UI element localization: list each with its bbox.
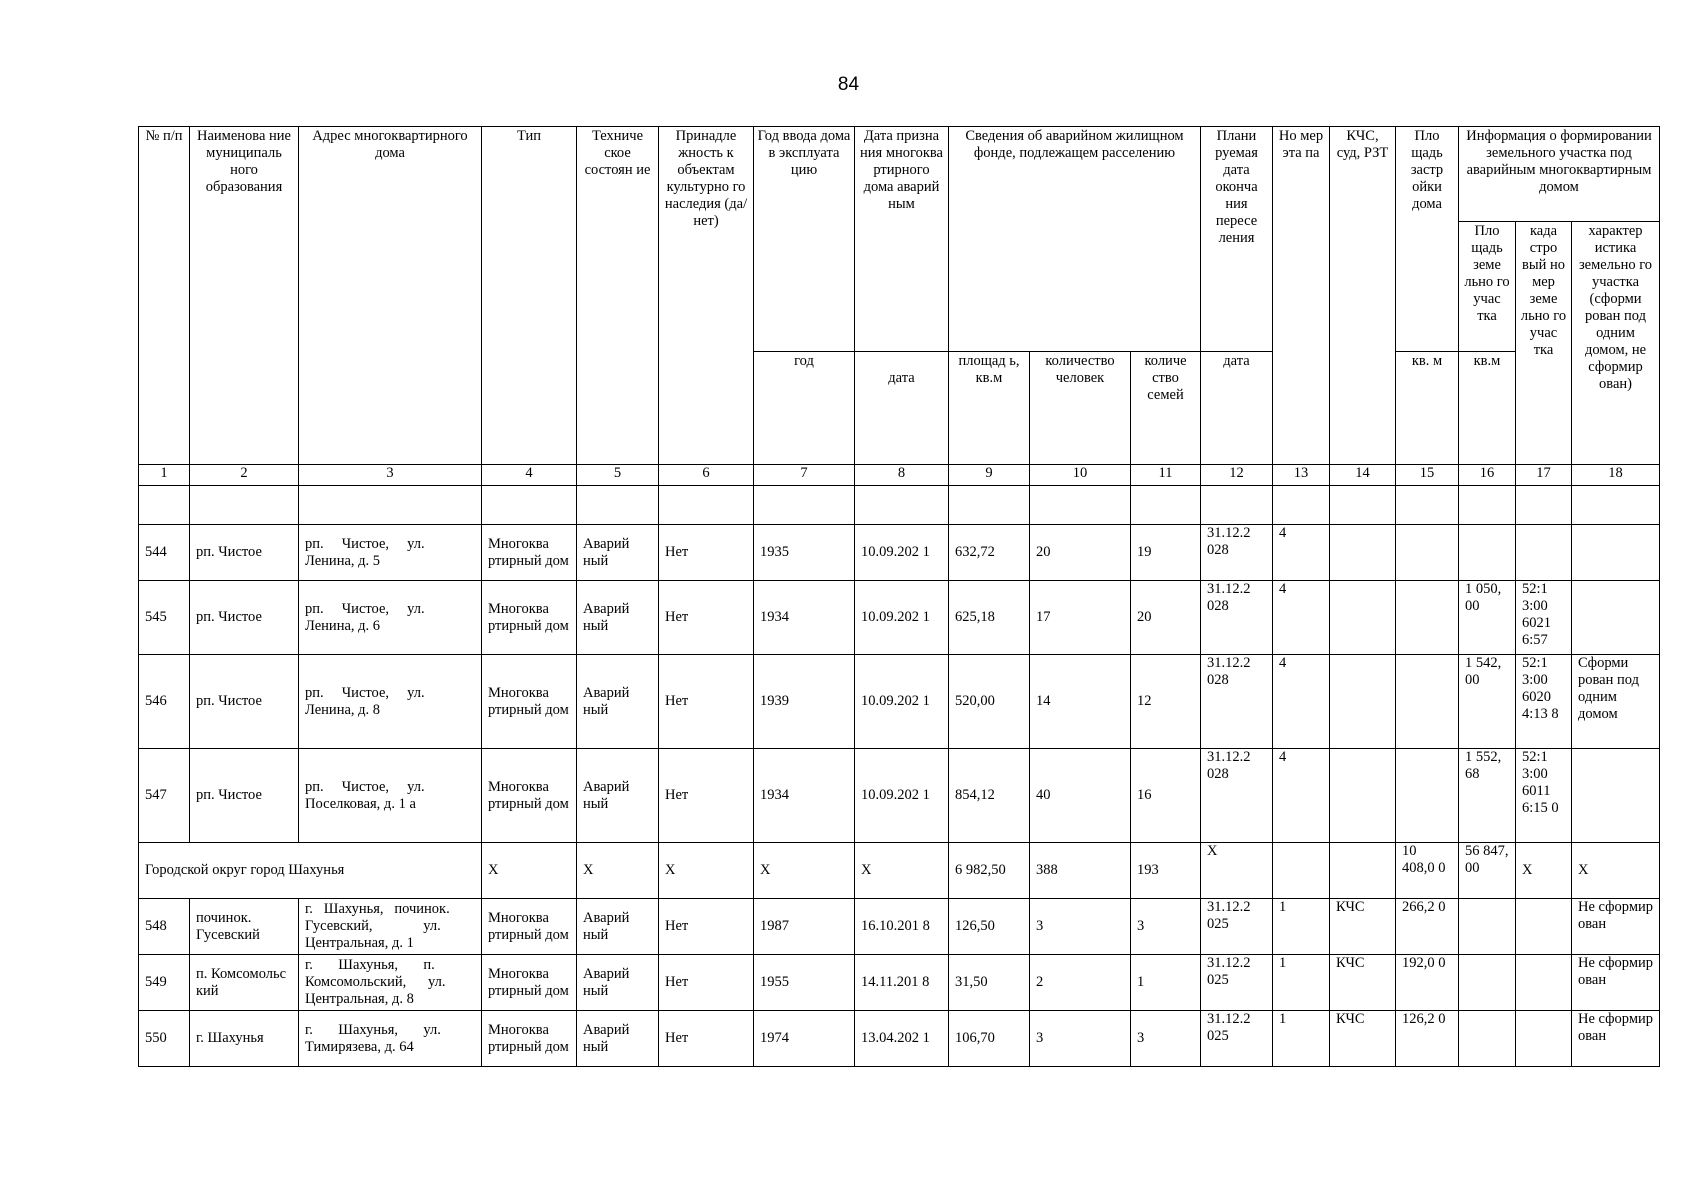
families-cell: 1 xyxy=(1131,955,1201,1011)
cadastral-cell: 52:1 3:00 6011 6:15 0 xyxy=(1516,749,1572,843)
year-cell: 1987 xyxy=(754,899,855,955)
land-area-cell xyxy=(1459,899,1516,955)
column-number: 18 xyxy=(1572,465,1660,486)
subtotal-heritage-cell: X xyxy=(659,843,754,899)
kchs-cell xyxy=(1330,525,1396,581)
address-cell xyxy=(299,899,482,955)
column-number: 4 xyxy=(482,465,577,486)
land-area-cell xyxy=(1459,1011,1516,1067)
cadastral-cell xyxy=(1516,1011,1572,1067)
spacer-row xyxy=(139,486,1660,525)
address-line: Поселковая, д. 1 а xyxy=(305,795,416,812)
column-number: 6 xyxy=(659,465,754,486)
families-cell: 20 xyxy=(1131,581,1201,655)
state-cell: Аварий ный xyxy=(577,1011,659,1067)
table-row xyxy=(139,655,1660,749)
address-line: рп. Чистое, ул. xyxy=(305,535,425,552)
year-cell: 1939 xyxy=(754,655,855,749)
header-heritage: Принадле жность к объектам культурно го наследия (да/нет) xyxy=(659,127,754,465)
subtotal-state-cell: X xyxy=(577,843,659,899)
subtotal-building-area-cell: 10 408,0 0 xyxy=(1396,843,1459,899)
column-number: 14 xyxy=(1330,465,1396,486)
families-cell: 3 xyxy=(1131,1011,1201,1067)
area-cell: 625,18 xyxy=(949,581,1030,655)
type-cell: Многоква ртирный дом xyxy=(482,525,577,581)
type-cell: Многоква ртирный дом xyxy=(482,581,577,655)
kchs-cell: КЧС xyxy=(1330,1011,1396,1067)
state-cell: Аварий ный xyxy=(577,655,659,749)
year-cell: 1974 xyxy=(754,1011,855,1067)
municipality-cell: рп. Чистое xyxy=(190,525,299,581)
row-number: 546 xyxy=(139,655,190,749)
address-line: рп. Чистое, ул. xyxy=(305,600,425,617)
planned-date-cell: 31.12.2 025 xyxy=(1201,1011,1273,1067)
cadastral-cell: 52:1 3:00 6021 6:57 xyxy=(1516,581,1572,655)
row-number: 550 xyxy=(139,1011,190,1067)
table-row xyxy=(139,525,1660,581)
recognition-date-cell: 10.09.202 1 xyxy=(855,525,949,581)
column-number: 10 xyxy=(1030,465,1131,486)
address-line: рп. Чистое, ул. xyxy=(305,778,425,795)
land-characteristic-cell: Не сформир ован xyxy=(1572,955,1660,1011)
header-land-characteristic: характер истика земельно го участка (сформи рован под одним домом, не сформир ован) xyxy=(1572,222,1660,465)
recognition-date-cell: 10.09.202 1 xyxy=(855,581,949,655)
cadastral-cell: 52:1 3:00 6020 4:13 8 xyxy=(1516,655,1572,749)
emergency-housing-table xyxy=(138,126,1660,1067)
address-cell xyxy=(299,1011,482,1067)
land-characteristic-cell xyxy=(1572,581,1660,655)
header-cadastral: када стро вый но мер земе льно го учас тка xyxy=(1516,222,1572,465)
header-people: количество человек xyxy=(1030,352,1131,465)
header-land-area: Пло щадь земе льно го учас тка xyxy=(1459,222,1516,352)
subtotal-label: Городской округ город Шахунья xyxy=(139,843,482,899)
people-cell: 3 xyxy=(1030,899,1131,955)
cadastral-cell xyxy=(1516,899,1572,955)
row-number: 549 xyxy=(139,955,190,1011)
header-technical-state: Техниче ское состоян ие xyxy=(577,127,659,465)
header-year-sub: год xyxy=(754,352,855,465)
land-area-cell: 1 552, 68 xyxy=(1459,749,1516,843)
heritage-cell: Нет xyxy=(659,655,754,749)
kchs-cell xyxy=(1330,581,1396,655)
header-commission-year: Год ввода дома в эксплуата цию xyxy=(754,127,855,352)
area-cell: 106,70 xyxy=(949,1011,1030,1067)
heritage-cell: Нет xyxy=(659,581,754,655)
header-sqm-unit: кв. м xyxy=(1396,352,1459,465)
land-characteristic-cell: Не сформир ован xyxy=(1572,899,1660,955)
families-cell: 3 xyxy=(1131,899,1201,955)
row-number: 545 xyxy=(139,581,190,655)
subtotal-land-area-cell: 56 847, 00 xyxy=(1459,843,1516,899)
people-cell: 14 xyxy=(1030,655,1131,749)
subtotal-area-cell: 6 982,50 xyxy=(949,843,1030,899)
stage-cell: 4 xyxy=(1273,655,1330,749)
building-area-cell xyxy=(1396,655,1459,749)
area-cell: 520,00 xyxy=(949,655,1030,749)
address-cell xyxy=(299,955,482,1011)
row-number: 544 xyxy=(139,525,190,581)
subtotal-cadastral-cell: X xyxy=(1516,843,1572,899)
table-row xyxy=(139,749,1660,843)
year-cell: 1955 xyxy=(754,955,855,1011)
subtotal-land-characteristic-cell: X xyxy=(1572,843,1660,899)
people-cell: 3 xyxy=(1030,1011,1131,1067)
kchs-cell xyxy=(1330,749,1396,843)
municipality-cell: рп. Чистое xyxy=(190,749,299,843)
row-number: 548 xyxy=(139,899,190,955)
column-number: 8 xyxy=(855,465,949,486)
recognition-date-cell: 10.09.202 1 xyxy=(855,749,949,843)
land-characteristic-cell xyxy=(1572,525,1660,581)
column-number: 17 xyxy=(1516,465,1572,486)
address-line: г. Шахунья, починок. xyxy=(305,901,450,917)
column-number: 12 xyxy=(1201,465,1273,486)
header-sqm-unit-2: кв.м xyxy=(1459,352,1516,465)
stage-cell: 4 xyxy=(1273,525,1330,581)
kchs-cell: КЧС xyxy=(1330,955,1396,1011)
year-cell: 1934 xyxy=(754,749,855,843)
subtotal-type-cell: X xyxy=(482,843,577,899)
subtotal-row xyxy=(139,843,1660,899)
header-emergency-fund-group: Сведения об аварийном жилищном фонде, подлежащем расселению xyxy=(949,127,1201,352)
column-number: 2 xyxy=(190,465,299,486)
heritage-cell: Нет xyxy=(659,1011,754,1067)
table-row xyxy=(139,899,1660,955)
kchs-cell xyxy=(1330,655,1396,749)
table-row xyxy=(139,955,1660,1011)
municipality-cell: п. Комсомольс кий xyxy=(190,955,299,1011)
area-cell: 126,50 xyxy=(949,899,1030,955)
header-type: Тип xyxy=(482,127,577,465)
heritage-cell: Нет xyxy=(659,749,754,843)
column-number: 16 xyxy=(1459,465,1516,486)
header-recognition-date: Дата призна ния многоква ртирного дома аварий ным xyxy=(855,127,949,352)
stage-cell: 1 xyxy=(1273,1011,1330,1067)
state-cell: Аварий ный xyxy=(577,581,659,655)
header-index: № п/п xyxy=(139,127,190,465)
land-area-cell xyxy=(1459,525,1516,581)
address-cell xyxy=(299,655,482,749)
planned-date-cell: 31.12.2 028 xyxy=(1201,581,1273,655)
land-area-cell: 1 050, 00 xyxy=(1459,581,1516,655)
header-date-sub-2: дата xyxy=(1201,352,1273,465)
column-number: 1 xyxy=(139,465,190,486)
recognition-date-cell: 14.11.201 8 xyxy=(855,955,949,1011)
heritage-cell: Нет xyxy=(659,955,754,1011)
cadastral-cell xyxy=(1516,525,1572,581)
column-number: 7 xyxy=(754,465,855,486)
subtotal-year-cell: X xyxy=(754,843,855,899)
address-line: г. Шахунья, п. xyxy=(305,957,435,973)
recognition-date-cell: 16.10.201 8 xyxy=(855,899,949,955)
header-land-plot-group: Информация о формировании земельного участка под аварийным многоквартирным домом xyxy=(1459,127,1660,222)
area-cell: 854,12 xyxy=(949,749,1030,843)
column-number: 3 xyxy=(299,465,482,486)
people-cell: 17 xyxy=(1030,581,1131,655)
column-number: 9 xyxy=(949,465,1030,486)
planned-date-cell: 31.12.2 025 xyxy=(1201,955,1273,1011)
address-cell xyxy=(299,749,482,843)
header-address: Адрес многоквартирного дома xyxy=(299,127,482,465)
type-cell: Многоква ртирный дом xyxy=(482,749,577,843)
planned-date-cell: 31.12.2 028 xyxy=(1201,749,1273,843)
address-cell xyxy=(299,581,482,655)
column-number: 11 xyxy=(1131,465,1201,486)
people-cell: 20 xyxy=(1030,525,1131,581)
address-line: Комсомольский, ул. xyxy=(305,974,446,990)
type-cell: Многоква ртирный дом xyxy=(482,955,577,1011)
header-stage: Но мер эта па xyxy=(1273,127,1330,465)
address-line: г. Шахунья, ул. xyxy=(305,1021,441,1038)
column-number: 5 xyxy=(577,465,659,486)
municipality-cell: рп. Чистое xyxy=(190,581,299,655)
subtotal-stage-cell xyxy=(1273,843,1330,899)
address-line: Ленина, д. 5 xyxy=(305,552,381,569)
land-characteristic-cell: Не сформир ован xyxy=(1572,1011,1660,1067)
cadastral-cell xyxy=(1516,955,1572,1011)
subtotal-kchs-cell xyxy=(1330,843,1396,899)
header-building-area: Пло щадь застр ойки дома xyxy=(1396,127,1459,352)
building-area-cell: 126,2 0 xyxy=(1396,1011,1459,1067)
planned-date-cell: 31.12.2 025 xyxy=(1201,899,1273,955)
address-line: Тимирязева, д. 64 xyxy=(305,1038,414,1055)
land-characteristic-cell xyxy=(1572,749,1660,843)
table-row xyxy=(139,1011,1660,1067)
type-cell: Многоква ртирный дом xyxy=(482,899,577,955)
municipality-cell: рп. Чистое xyxy=(190,655,299,749)
recognition-date-cell: 10.09.202 1 xyxy=(855,655,949,749)
table-row xyxy=(139,581,1660,655)
subtotal-date-cell: X xyxy=(855,843,949,899)
address-line: Ленина, д. 8 xyxy=(305,701,381,718)
header-date-sub: дата xyxy=(855,352,949,465)
column-number: 15 xyxy=(1396,465,1459,486)
subtotal-families-cell: 193 xyxy=(1131,843,1201,899)
land-area-cell xyxy=(1459,955,1516,1011)
address-cell xyxy=(299,525,482,581)
stage-cell: 4 xyxy=(1273,581,1330,655)
header-planned-date: Плани руемая дата оконча ния пересе ления xyxy=(1201,127,1273,352)
header-kchs: КЧС, суд, РЗТ xyxy=(1330,127,1396,465)
year-cell: 1934 xyxy=(754,581,855,655)
address-line: Центральная, д. 8 xyxy=(305,991,414,1007)
municipality-cell: г. Шахунья xyxy=(190,1011,299,1067)
stage-cell: 1 xyxy=(1273,899,1330,955)
state-cell: Аварий ный xyxy=(577,749,659,843)
heritage-cell: Нет xyxy=(659,525,754,581)
families-cell: 12 xyxy=(1131,655,1201,749)
row-number: 547 xyxy=(139,749,190,843)
land-characteristic-cell: Сформи рован под одним домом xyxy=(1572,655,1660,749)
building-area-cell: 266,2 0 xyxy=(1396,899,1459,955)
families-cell: 16 xyxy=(1131,749,1201,843)
planned-date-cell: 31.12.2 028 xyxy=(1201,525,1273,581)
address-line: рп. Чистое, ул. xyxy=(305,684,425,701)
municipality-cell: починок. Гусевский xyxy=(190,899,299,955)
building-area-cell xyxy=(1396,581,1459,655)
planned-date-cell: 31.12.2 028 xyxy=(1201,655,1273,749)
area-cell: 31,50 xyxy=(949,955,1030,1011)
kchs-cell: КЧС xyxy=(1330,899,1396,955)
stage-cell: 1 xyxy=(1273,955,1330,1011)
families-cell: 19 xyxy=(1131,525,1201,581)
land-area-cell: 1 542, 00 xyxy=(1459,655,1516,749)
people-cell: 40 xyxy=(1030,749,1131,843)
address-line: Ленина, д. 6 xyxy=(305,617,381,634)
area-cell: 632,72 xyxy=(949,525,1030,581)
column-number: 13 xyxy=(1273,465,1330,486)
recognition-date-cell: 13.04.202 1 xyxy=(855,1011,949,1067)
header-families: количе ство семей xyxy=(1131,352,1201,465)
state-cell: Аварий ный xyxy=(577,955,659,1011)
type-cell: Многоква ртирный дом xyxy=(482,1011,577,1067)
building-area-cell xyxy=(1396,525,1459,581)
page-number: 84 xyxy=(837,74,860,95)
header-municipality: Наименова ние муниципаль ного образования xyxy=(190,127,299,465)
address-line: Гусевский, ул. xyxy=(305,918,441,934)
subtotal-people-cell: 388 xyxy=(1030,843,1131,899)
type-cell: Многоква ртирный дом xyxy=(482,655,577,749)
address-line: Центральная, д. 1 xyxy=(305,935,414,951)
header-area: площад ь, кв.м xyxy=(949,352,1030,465)
building-area-cell xyxy=(1396,749,1459,843)
year-cell: 1935 xyxy=(754,525,855,581)
stage-cell: 4 xyxy=(1273,749,1330,843)
people-cell: 2 xyxy=(1030,955,1131,1011)
heritage-cell: Нет xyxy=(659,899,754,955)
state-cell: Аварий ный xyxy=(577,899,659,955)
subtotal-plan-cell: X xyxy=(1201,843,1273,899)
building-area-cell: 192,0 0 xyxy=(1396,955,1459,1011)
column-number-row xyxy=(139,465,1660,486)
state-cell: Аварий ный xyxy=(577,525,659,581)
